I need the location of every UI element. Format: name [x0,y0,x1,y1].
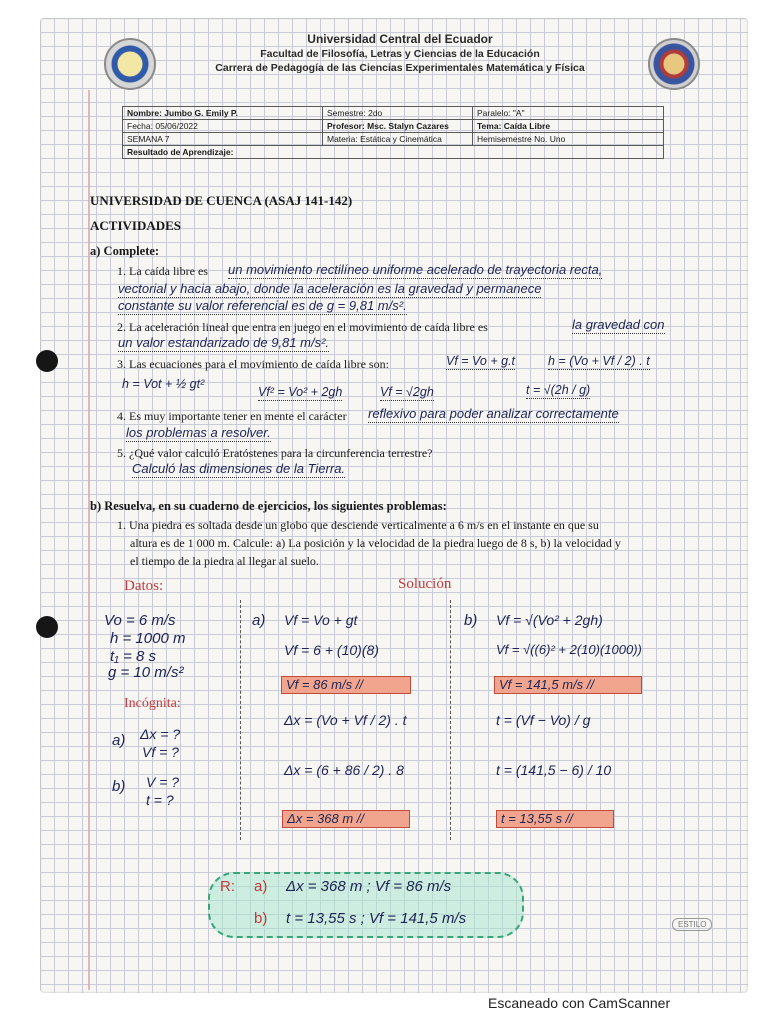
problem1-line2: altura es de 1 000 m. Calcule: a) La posición y la velocidad de la piedra luego de 8 s, b) la velocidad y [130,536,621,550]
col-a-label: a) [252,612,266,629]
topic: Tema: Caída Libre [473,120,664,133]
incognita-v: V = ? [146,774,180,790]
dato-vo: Vo = 6 m/s [104,612,176,629]
col-b-eq3: t = (Vf − Vo) / g [496,712,591,728]
final-b-label: b) [254,910,268,927]
teacher: Profesor: Msc. Stalyn Cazares [323,120,473,133]
activities-title: ACTIVIDADES [90,218,182,233]
col-b-label: b) [464,612,478,629]
q3-eq2: h = (Vo + Vf / 2) . t [548,354,650,368]
subject: Materia: Estática y Cinemática [323,133,473,146]
half-semester: Hemisemestre No. Uno [473,133,664,146]
final-b-answer: t = 13,55 s ; Vf = 141,5 m/s [286,910,467,927]
q4-answer-line2: los problemas a resolver. [126,425,271,440]
q4-prefix: 4. Es muy importante tener en mente el carácter [117,409,347,423]
binder-hole [36,350,58,372]
datos-title: Datos: [124,578,164,594]
incognita-b-label: b) [112,778,126,795]
date: Fecha: 05/06/2022 [123,120,323,133]
camscanner-watermark: Escaneado con CamScanner [488,995,671,1011]
solution-divider [450,600,451,840]
col-a-eq3: Δx = (Vo + Vf / 2) . t [284,712,407,728]
col-b-eq4: t = (141,5 − 6) / 10 [496,762,612,778]
student-name: Nombre: Jumbo G. Emily P. [123,107,323,120]
q1-answer-line3: constante su valor referencial es de g = 9,81 m/s². [118,298,407,313]
q3-eq3: h = Vot + ½ gt² [122,377,205,391]
col-b-result-vf: Vf = 141,5 m/s // [499,677,595,692]
university-seal-left [104,38,156,90]
q4-answer-line1: reflexivo para poder analizar correctamente [368,406,619,421]
solucion-title: Solución [398,576,452,592]
notebook-brand: ESTILO [672,918,712,931]
dato-g: g = 10 m/s² [108,664,184,681]
solution-divider [240,600,241,840]
parallel: Paralelo: "A" [473,107,664,120]
problem1-line1: 1. Una piedra es soltada desde un globo que desciende verticalmente a 6 m/s en el instante en que su [117,518,599,532]
faculty-seal-right [648,38,700,90]
final-r-label: R: [220,878,235,895]
q3-eq6: t = √(2h / g) [526,383,591,397]
col-b-result-t: t = 13,55 s // [501,811,573,826]
col-b-eq2: Vf = √((6)² + 2(10)(1000)) [496,642,642,657]
dato-t: t₁ = 8 s [110,648,157,665]
q5-answer: Calculó las dimensiones de la Tierra. [132,461,346,476]
q1-prefix: 1. La caída libre es [117,264,208,278]
section-b-title: b) Resuelva, en su cuaderno de ejercicios, los siguientes problemas: [90,499,447,513]
problem1-line3: el tiempo de la piedra al llegar al suelo. [130,554,319,568]
incognita-title: Incógnita: [124,696,181,711]
faculty-name: Facultad de Filosofía, Letras y Ciencias de la Educación [260,48,540,60]
col-a-eq2: Vf = 6 + (10)(8) [284,642,379,658]
col-a-result-vf: Vf = 86 m/s // [286,677,363,692]
incognita-a-label: a) [112,732,126,749]
q2-answer-line2: un valor estandarizado de 9,81 m/s². [118,335,330,350]
learning-outcome: Resultado de Aprendizaje: [123,146,664,159]
source-title: UNIVERSIDAD DE CUENCA (ASAJ 141-142) [90,193,353,208]
q3-prefix: 3. Las ecuaciones para el movimiento de caída libre son: [117,357,389,371]
final-a-answer: Δx = 368 m ; Vf = 86 m/s [286,878,452,895]
incognita-dx: Δx = ? [140,726,181,742]
student-info-table [122,106,664,159]
university-name: Universidad Central del Ecuador [307,32,493,46]
binder-hole [36,616,58,638]
incognita-t: t = ? [146,792,174,808]
q2-prefix: 2. La aceleración lineal que entra en juego en el movimiento de caída libre es [117,320,488,334]
col-b-eq1: Vf = √(Vo² + 2gh) [496,612,603,628]
q5-prefix: 5. ¿Qué valor calculó Eratóstenes para la circunferencia terrestre? [117,446,433,460]
semester: Semestre: 2do [323,107,473,120]
q2-answer-line1: la gravedad con [572,317,665,332]
section-a-title: a) Complete: [90,244,160,258]
q1-answer-line2: vectorial y hacia abajo, donde la aceleración es la gravedad y permanece [118,281,542,296]
q3-eq5: Vf = √2gh [380,385,434,399]
q3-eq4: Vf² = Vo² + 2gh [258,385,343,399]
col-a-result-dx: Δx = 368 m // [287,811,365,826]
incognita-vf: Vf = ? [142,744,179,760]
q3-eq1: Vf = Vo + g.t [446,354,516,368]
final-a-label: a) [254,878,268,895]
week: SEMANA 7 [123,133,323,146]
career-name: Carrera de Pedagogía de las Ciencias Experimentales Matemática y Física [215,62,585,74]
col-a-eq1: Vf = Vo + gt [284,612,358,628]
col-a-eq4: Δx = (6 + 86 / 2) . 8 [284,762,404,778]
q1-answer-line1: un movimiento rectilíneo uniforme acelerado de trayectoria recta, [228,262,603,277]
dato-h: h = 1000 m [110,630,186,647]
